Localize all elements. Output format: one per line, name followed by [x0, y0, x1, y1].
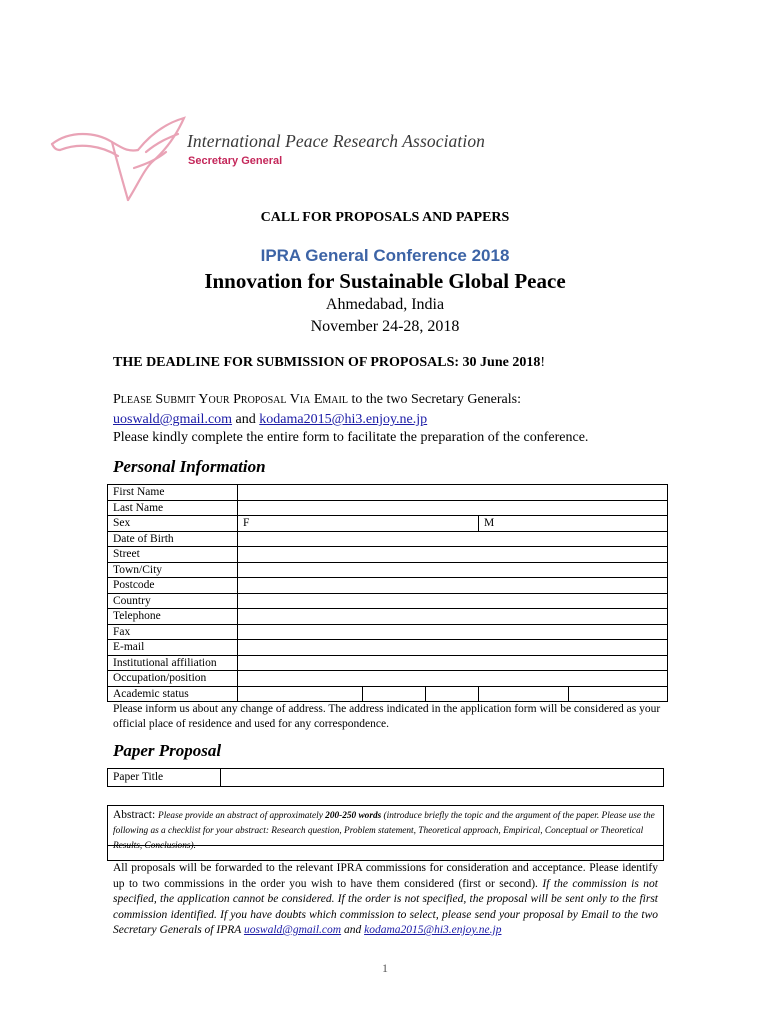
email-link-oswald[interactable]: uoswald@gmail.com [113, 412, 233, 427]
instruction-smallcaps: Please Submit Your Proposal Via Email [113, 392, 348, 407]
submission-emails [113, 412, 427, 428]
address-note: Please inform us about any change of address. The address indicated in the application form will be considered as your official place of residence and used for any correspondence. [113, 703, 661, 730]
table-row [108, 500, 668, 516]
academic-cell-1[interactable] [238, 686, 363, 702]
email-link-kodama[interactable]: kodama2015@hi3.enjoy.ne.jp [259, 412, 428, 427]
kindly-note: Please kindly complete the entire form to facilitate the preparation of the conference. [113, 430, 589, 445]
commission-note [113, 861, 658, 939]
last-name-input[interactable] [238, 500, 668, 516]
org-name: International Peace Research Association [187, 131, 486, 151]
email-input[interactable] [238, 640, 668, 656]
sex-option-m[interactable]: M [479, 516, 668, 532]
table-row [108, 609, 668, 625]
call-heading: CALL FOR PROPOSALS AND PAPERS [260, 210, 510, 225]
table-row [108, 686, 668, 702]
deadline-text: THE DEADLINE FOR SUBMISSION OF PROPOSALS: 30 June 2018 [113, 355, 541, 370]
field-label: Date of Birth [108, 531, 238, 547]
academic-cell-3[interactable] [426, 686, 479, 702]
footer-email-kodama[interactable]: kodama2015@hi3.enjoy.ne.jp [364, 924, 502, 936]
field-label: Telephone [108, 609, 238, 625]
table-row [108, 640, 668, 656]
field-label: Sex [108, 516, 238, 532]
abstract-label: Abstract: [113, 809, 156, 821]
town-input[interactable] [238, 562, 668, 578]
table-row [108, 485, 668, 501]
conference-location: Ahmedabad, India [325, 296, 445, 313]
abstract-hint-2: (introduce briefly the topic and the argument of the paper. Please use the following as a checklist for your abstract: Research question, Problem statement, Theoretical approach, Empirical, Conceptual or Theoretical Results, Conclusions). [113, 811, 655, 851]
field-label: Last Name [108, 500, 238, 516]
field-label: E-mail [108, 640, 238, 656]
conference-dates: November 24-28, 2018 [310, 318, 460, 335]
paper-title-table [107, 768, 664, 787]
affiliation-input[interactable] [238, 655, 668, 671]
personal-info-heading: Personal Information [113, 457, 266, 476]
field-label: Postcode [108, 578, 238, 594]
paper-proposal-heading: Paper Proposal [113, 741, 222, 760]
fax-input[interactable] [238, 624, 668, 640]
field-label: Occupation/position [108, 671, 238, 687]
academic-cell-5[interactable] [569, 686, 668, 702]
table-row [108, 516, 668, 532]
telephone-input[interactable] [238, 609, 668, 625]
table-row [108, 769, 664, 787]
footer-and: and [341, 924, 365, 936]
dob-input[interactable] [238, 531, 668, 547]
paper-title-input[interactable] [221, 769, 664, 787]
country-input[interactable] [238, 593, 668, 609]
field-label: Fax [108, 624, 238, 640]
field-label: First Name [108, 485, 238, 501]
academic-cell-4[interactable] [479, 686, 569, 702]
deadline-suffix: ! [540, 355, 545, 370]
street-input[interactable] [238, 547, 668, 563]
abstract-box [107, 805, 664, 851]
abstract-hint-1: Please provide an abstract of approximately [158, 811, 326, 821]
table-row [108, 547, 668, 563]
first-name-input[interactable] [238, 485, 668, 501]
table-row [108, 655, 668, 671]
conference-title: IPRA General Conference 2018 [260, 246, 510, 265]
field-label: Academic status [108, 686, 238, 702]
footer-email-oswald[interactable]: uoswald@gmail.com [243, 924, 342, 936]
org-subtitle: Secretary General [188, 155, 283, 167]
field-label: Country [108, 593, 238, 609]
commission-regular: All proposals will be forwarded to the relevant IPRA commissions for consideration and acceptance. Please identify up to two commissions in the order you wish to have them considered (first or second). [113, 862, 658, 890]
occupation-input[interactable] [238, 671, 668, 687]
page-number: 1 [382, 961, 388, 975]
field-label: Street [108, 547, 238, 563]
dove-icon [50, 112, 190, 204]
email-conjunction: and [232, 412, 260, 427]
field-label: Town/City [108, 562, 238, 578]
table-row [108, 531, 668, 547]
conference-theme: Innovation for Sustainable Global Peace [204, 269, 566, 293]
commission-italic: If the commission is not specified, the application cannot be considered. If the order is not specified, the proposal will be sent only to the first commission identified. If you have doubts which commission to select, please send your proposal by Email to the two Secretary Generals of IPRA [113, 877, 658, 936]
field-label: Institutional affiliation [108, 655, 238, 671]
academic-cell-2[interactable] [363, 686, 426, 702]
submission-instruction [113, 392, 521, 408]
postcode-input[interactable] [238, 578, 668, 594]
table-row [108, 578, 668, 594]
abstract-input[interactable] [107, 845, 664, 861]
paper-title-label: Paper Title [108, 769, 221, 787]
table-row [108, 593, 668, 609]
sex-option-f[interactable]: F [238, 516, 479, 532]
table-row [108, 671, 668, 687]
personal-info-table [107, 484, 668, 702]
deadline-notice [113, 355, 545, 371]
instruction-rest: to the two Secretary Generals: [347, 392, 521, 407]
table-row [108, 562, 668, 578]
table-row [108, 624, 668, 640]
abstract-word-count: 200-250 words [325, 811, 382, 821]
